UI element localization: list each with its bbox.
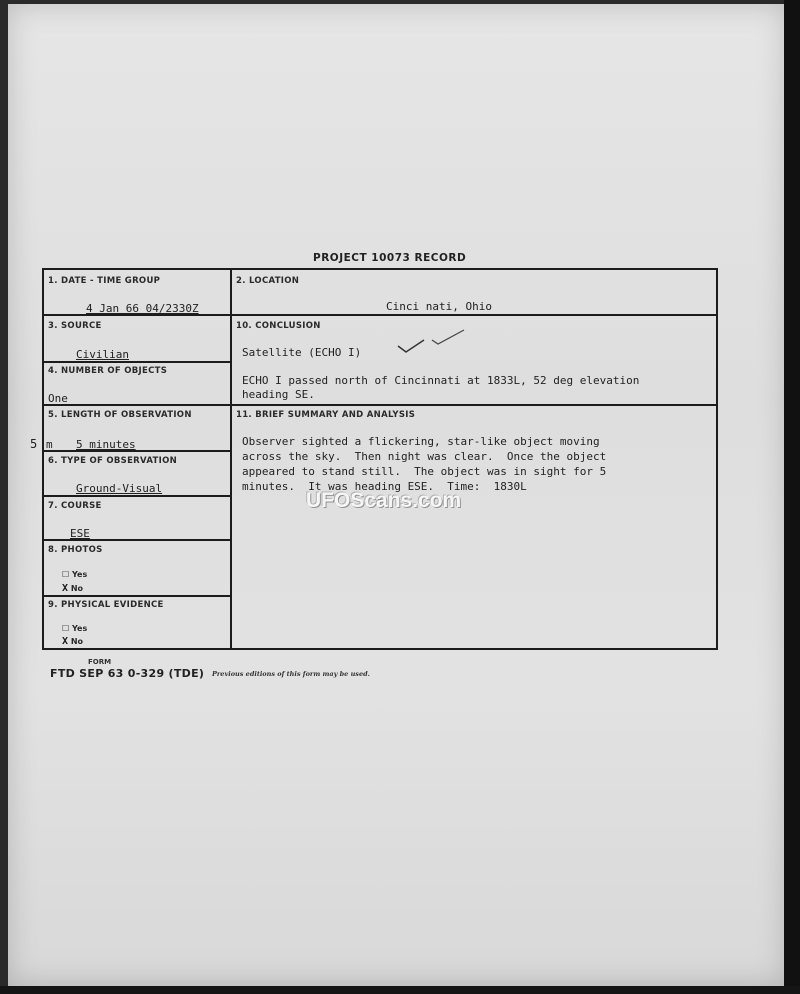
physical-evidence-yes-checkbox: ☐ Yes: [62, 624, 88, 633]
row-divider: [44, 361, 230, 363]
column-divider: [230, 270, 232, 648]
summary-line-2: across the sky. Then night was clear. Once the object: [242, 450, 607, 463]
physical-evidence-label: 9. PHYSICAL EVIDENCE: [48, 600, 164, 610]
scan-border-bottom: [0, 986, 800, 994]
length-of-observation-label: 5. LENGTH OF OBSERVATION: [48, 410, 192, 420]
photos-no-mark: X: [62, 583, 69, 594]
check-mark-icon: [394, 326, 474, 356]
row-divider: [44, 450, 230, 452]
conclusion-label: 10. CONCLUSION: [236, 321, 321, 331]
physical-evidence-no-mark: X: [62, 636, 69, 647]
watermark: UFOScans.com: [306, 489, 462, 512]
summary-line-4: minutes. It was heading ESE. Time: 1830L: [242, 480, 527, 493]
source-label: 3. SOURCE: [48, 321, 102, 331]
length-prefix-mark: m: [46, 438, 53, 451]
conclusion-value: Satellite (ECHO I): [242, 346, 362, 359]
footer-form-number: FTD SEP 63 0-329 (TDE): [50, 667, 205, 680]
footer-note: Previous editions of this form may be used.: [212, 670, 370, 678]
photos-no-checkbox: [62, 583, 83, 594]
scan-border-right: [784, 0, 800, 994]
type-of-observation-label: 6. TYPE OF OBSERVATION: [48, 456, 178, 466]
course-value: ESE: [70, 527, 90, 540]
photos-yes-checkbox: ☐ Yes: [62, 570, 88, 579]
physical-evidence-no-label: No: [70, 637, 84, 646]
form-title: PROJECT 10073 RECORD: [313, 252, 467, 264]
summary-line-3: appeared to stand still. The object was in sight for 5: [242, 465, 607, 478]
length-of-observation-value: 5 minutes: [76, 438, 136, 451]
location-value: Cinci nati, Ohio: [386, 300, 492, 313]
photos-label: 8. PHOTOS: [48, 545, 103, 555]
conclusion-detail-line-2: heading SE.: [242, 388, 315, 401]
location-label: 2. LOCATION: [236, 276, 300, 286]
footer-form-label: FORM: [88, 658, 112, 666]
date-time-group-label: 1. DATE - TIME GROUP: [48, 276, 161, 286]
date-time-group-value: 4 Jan 66 04/2330Z: [86, 302, 199, 315]
physical-evidence-yes-label: Yes: [71, 624, 88, 633]
margin-annotation: 5: [30, 437, 38, 451]
photos-no-label: No: [70, 584, 84, 593]
row-divider: [44, 495, 230, 497]
source-value: Civilian: [76, 348, 129, 361]
photos-yes-label: Yes: [71, 570, 88, 579]
type-of-observation-value: Ground-Visual: [76, 482, 163, 495]
summary-line-1: Observer sighted a flickering, star-like object moving: [242, 435, 600, 448]
course-label: 7. COURSE: [48, 501, 102, 511]
conclusion-detail-line-1: ECHO I passed north of Cincinnati at 1833L, 52 deg elevation: [242, 374, 640, 387]
number-of-objects-label: 4. NUMBER OF OBJECTS: [48, 366, 168, 376]
record-form: [42, 268, 718, 650]
row-divider: [44, 404, 718, 406]
number-of-objects-value: One: [48, 392, 68, 405]
row-divider: [44, 595, 230, 597]
physical-evidence-no-checkbox: [62, 636, 83, 647]
summary-label: 11. BRIEF SUMMARY AND ANALYSIS: [236, 410, 416, 420]
